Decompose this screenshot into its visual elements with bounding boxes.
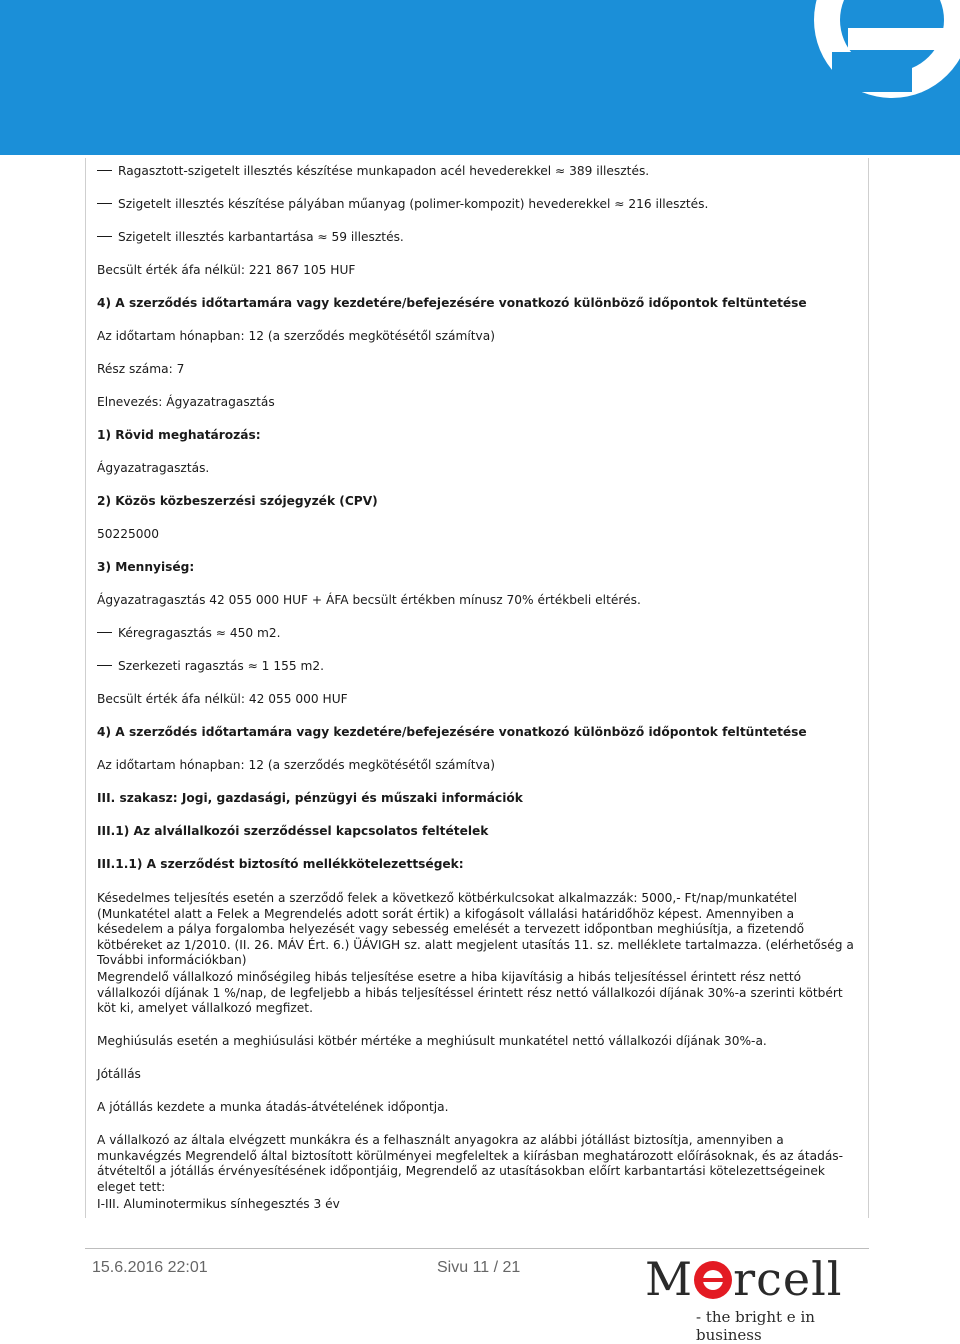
dash-bullet-icon — [97, 203, 112, 204]
bullet-item: Szigetelt illesztés karbantartása ≈ 59 illesztés. — [97, 230, 857, 246]
lot-name: Elnevezés: Ágyazatragasztás — [97, 395, 275, 409]
footer-page-number: Sivu 11 / 21 — [437, 1259, 521, 1276]
cpv-code: 50225000 — [97, 527, 160, 541]
dash-bullet-icon — [97, 632, 112, 633]
header-banner — [0, 0, 960, 155]
section-heading: 4) A szerződés időtartamára vagy kezdetére/befejezésére vonatkozó különböző időpontok feltüntetése — [97, 296, 807, 310]
section-heading: 1) Rövid meghatározás: — [97, 428, 261, 442]
estimated-value: Becsült érték áfa nélkül: 221 867 105 HUF — [97, 263, 356, 277]
section-heading: III.1) Az alvállalkozói szerződéssel kapcsolatos feltételek — [97, 824, 489, 838]
bullet-item: Kéregragasztás ≈ 450 m2. — [97, 626, 857, 642]
marcell-logo — [645, 1252, 870, 1344]
warranty-label: Jótállás — [97, 1067, 141, 1081]
brand-e-icon — [812, 0, 960, 100]
paragraph: Késedelmes teljesítés esetén a szerződő felek a következő kötbérkulcsokat alkalmazzák: 5000,- Ft/nap/munkatétel (Munkatétel alatt a Felek a Megrendelés adott sorát értik) a kifogásolt vállalási határidőhöz képest. Amennyiben a késedelem a pálya forgalomba helyezését vagy sebesség emelését a tervezett időpontban meghiúsítja, a fizetendő kötbéreket az 1/2010. (II. 26. MÁV Ért. 6.) ÜÁVIGH sz. alatt megjelent utasítás 11. sz. melléklete tartalmazza. (elérhetőség a További információkban) — [97, 891, 854, 967]
duration-text: Az időtartam hónapban: 12 (a szerződés megkötésétől számítva) — [97, 329, 495, 343]
quantity-text: Ágyazatragasztás 42 055 000 HUF + ÁFA becsült értékben mínusz 70% értékbeli eltérés. — [97, 593, 641, 607]
paragraph: A jótállás kezdete a munka átadás-átvételének időpontja. — [97, 1100, 449, 1114]
estimated-value: Becsült érték áfa nélkül: 42 055 000 HUF — [97, 692, 348, 706]
dash-bullet-icon — [97, 665, 112, 666]
section-heading: 3) Mennyiség: — [97, 560, 195, 574]
duration-text: Az időtartam hónapban: 12 (a szerződés megkötésétől számítva) — [97, 758, 495, 772]
paragraph: Meghiúsulás esetén a meghiúsulási kötbér mértéke a meghiúsult munkatétel nettó vállalkozói díjának 30%-a. — [97, 1034, 767, 1048]
section-heading: III.1.1) A szerződést biztosító mellékkötelezettségek: — [97, 857, 464, 871]
paragraph: A vállalkozó az általa elvégzett munkákra és a felhasznált anyagokra az alábbi jótállást biztosítja, amennyiben a munkavégzés Megrendelő által biztosított körülményei megfeleltek a kiírásban meghatározott előírásoknak, és az átadás-átvételtől a jótállás érvényesítésének időpontjáig, Megrendelő az utasításokban előírt karbantartási kötelezettségeinek eleget tett: — [97, 1133, 844, 1194]
logo-tagline: - the bright e in business — [696, 1308, 815, 1344]
dash-bullet-icon — [97, 236, 112, 237]
bullet-item: Szigetelt illesztés készítése pályában műanyag (polimer-kompozit) hevederekkel ≈ 216 illesztés. — [97, 197, 857, 213]
footer-divider — [85, 1248, 869, 1249]
dash-bullet-icon — [97, 170, 112, 171]
warranty-item: I-III. Aluminotermikus sínhegesztés 3 év — [97, 1197, 340, 1211]
section-heading: III. szakasz: Jogi, gazdasági, pénzügyi és műszaki információk — [97, 791, 523, 805]
logo-wordmark: M rcell — [645, 1252, 843, 1306]
short-description: Ágyazatragasztás. — [97, 461, 210, 475]
document-body — [85, 158, 869, 1218]
paragraph: Megrendelő vállalkozó minőségileg hibás teljesítése esetre a hiba kijavításig a hibás teljesítéssel érintett rész nettó vállalkozói díjának 1 %/nap, de legfeljebb a hibás teljesítéssel érintett rész nettó vállalkozói díjának 30%-a szerinti kötbért köt ki, amelyet vállalkozó megfizet. — [97, 970, 843, 1015]
footer-datetime: 15.6.2016 22:01 — [92, 1259, 208, 1276]
bullet-item: Szerkezeti ragasztás ≈ 1 155 m2. — [97, 659, 857, 675]
bullet-item: Ragasztott-szigetelt illesztés készítése munkapadon acél hevederekkel ≈ 389 illesztés. — [97, 164, 857, 180]
logo-e-icon — [694, 1261, 732, 1299]
section-heading: 4) A szerződés időtartamára vagy kezdetére/befejezésére vonatkozó különböző időpontok feltüntetése — [97, 725, 807, 739]
section-heading: 2) Közös közbeszerzési szójegyzék (CPV) — [97, 494, 378, 508]
lot-number: Rész száma: 7 — [97, 362, 185, 376]
